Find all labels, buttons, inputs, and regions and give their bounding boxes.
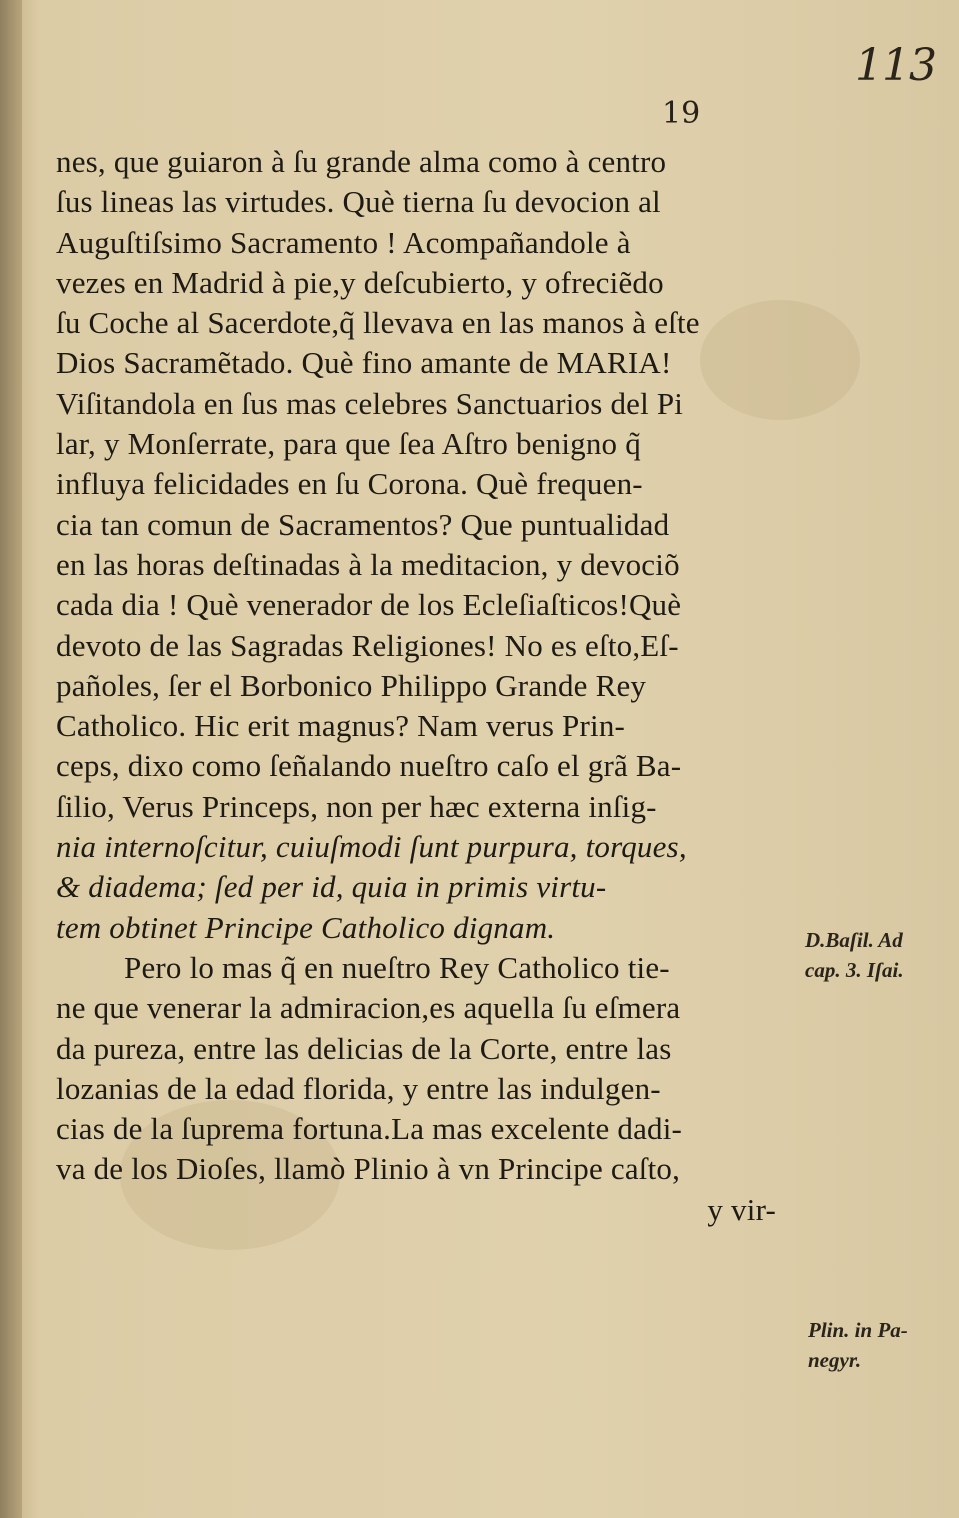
text-line: cias de la ſuprema fortuna.La mas excelente dadi- xyxy=(56,1111,683,1147)
text-line: ceps, dixo como ſeñalando nueſtro caſo el grã Ba- xyxy=(56,748,682,784)
text-line-italic: tem obtinet Principe Catholico dignam. xyxy=(56,909,556,945)
margin-note-line: cap. 3. Iſai. xyxy=(805,958,904,982)
handwritten-folio-number: 113 xyxy=(855,40,936,91)
binding-gutter xyxy=(0,0,22,1518)
text-line: ſus lineas las virtudes. Què tierna ſu devocion al xyxy=(56,184,661,220)
text-line: ne que venerar la admiracion,es aquella ſu eſmera xyxy=(56,990,681,1026)
main-text-block xyxy=(56,142,796,1230)
text-line-italic: nia internoſcitur, cuiuſmodi ſunt purpura, torques, xyxy=(56,829,687,865)
text-line: Viſitandola en ſus mas celebres Sanctuarios del Pi xyxy=(56,385,684,421)
text-line: ſilio, Verus Princeps, non per hæc externa inſig- xyxy=(56,788,657,824)
text-line: Dios Sacramẽtado. Què fino amante de MARIA! xyxy=(56,345,672,381)
page-number: 19 xyxy=(662,96,701,131)
margin-note-line: Plin. in Pa- xyxy=(808,1318,908,1342)
text-line: vezes en Madrid à pie,y deſcubierto, y ofreciẽdo xyxy=(56,264,664,300)
margin-note-line: negyr. xyxy=(808,1348,862,1372)
text-line: cada dia ! Què venerador de los Ecleſiaſticos!Què xyxy=(56,587,682,623)
text-line: ſu Coche al Sacerdote,q̃ llevava en las manos à eſte xyxy=(56,305,700,341)
margin-note-line: D.Baſil. Ad xyxy=(805,928,903,952)
text-line: devoto de las Sagradas Religiones! No es eſto,Eſ- xyxy=(56,627,679,663)
text-line: Catholico. Hic erit magnus? Nam verus Prin- xyxy=(56,708,626,744)
margin-note-pliny xyxy=(808,1315,908,1375)
text-line: nes, que guiaron à ſu grande alma como à centro xyxy=(56,144,667,179)
text-line: Auguſtiſsimo Sacramento ! Acompañandole à xyxy=(56,224,631,260)
text-line: lozanias de la edad florida, y entre las indulgen- xyxy=(56,1070,661,1106)
margin-note-basil xyxy=(805,925,904,985)
text-line: lar, y Monſerrate, para que ſea Aſtro benigno q̃ xyxy=(56,426,641,462)
paragraph-start-line: Pero lo mas q̃ en nueſtro Rey Catholico tie- xyxy=(124,949,670,985)
text-line: influya felicidades en ſu Corona. Què frequen- xyxy=(56,466,643,502)
text-line: pañoles, ſer el Borbonico Philippo Grande Rey xyxy=(56,667,647,703)
text-line-italic: & diadema; ſed per id, quia in primis virtu- xyxy=(56,869,607,905)
catchword: y vir- xyxy=(707,1191,776,1227)
text-line: en las horas deſtinadas à la meditacion, y devociõ xyxy=(56,546,680,582)
text-line: cia tan comun de Sacramentos? Que puntualidad xyxy=(56,506,670,542)
text-line: da pureza, entre las delicias de la Corte, entre las xyxy=(56,1030,672,1066)
text-line: va de los Dioſes, llamò Plinio à vn Principe caſto, xyxy=(56,1151,681,1187)
